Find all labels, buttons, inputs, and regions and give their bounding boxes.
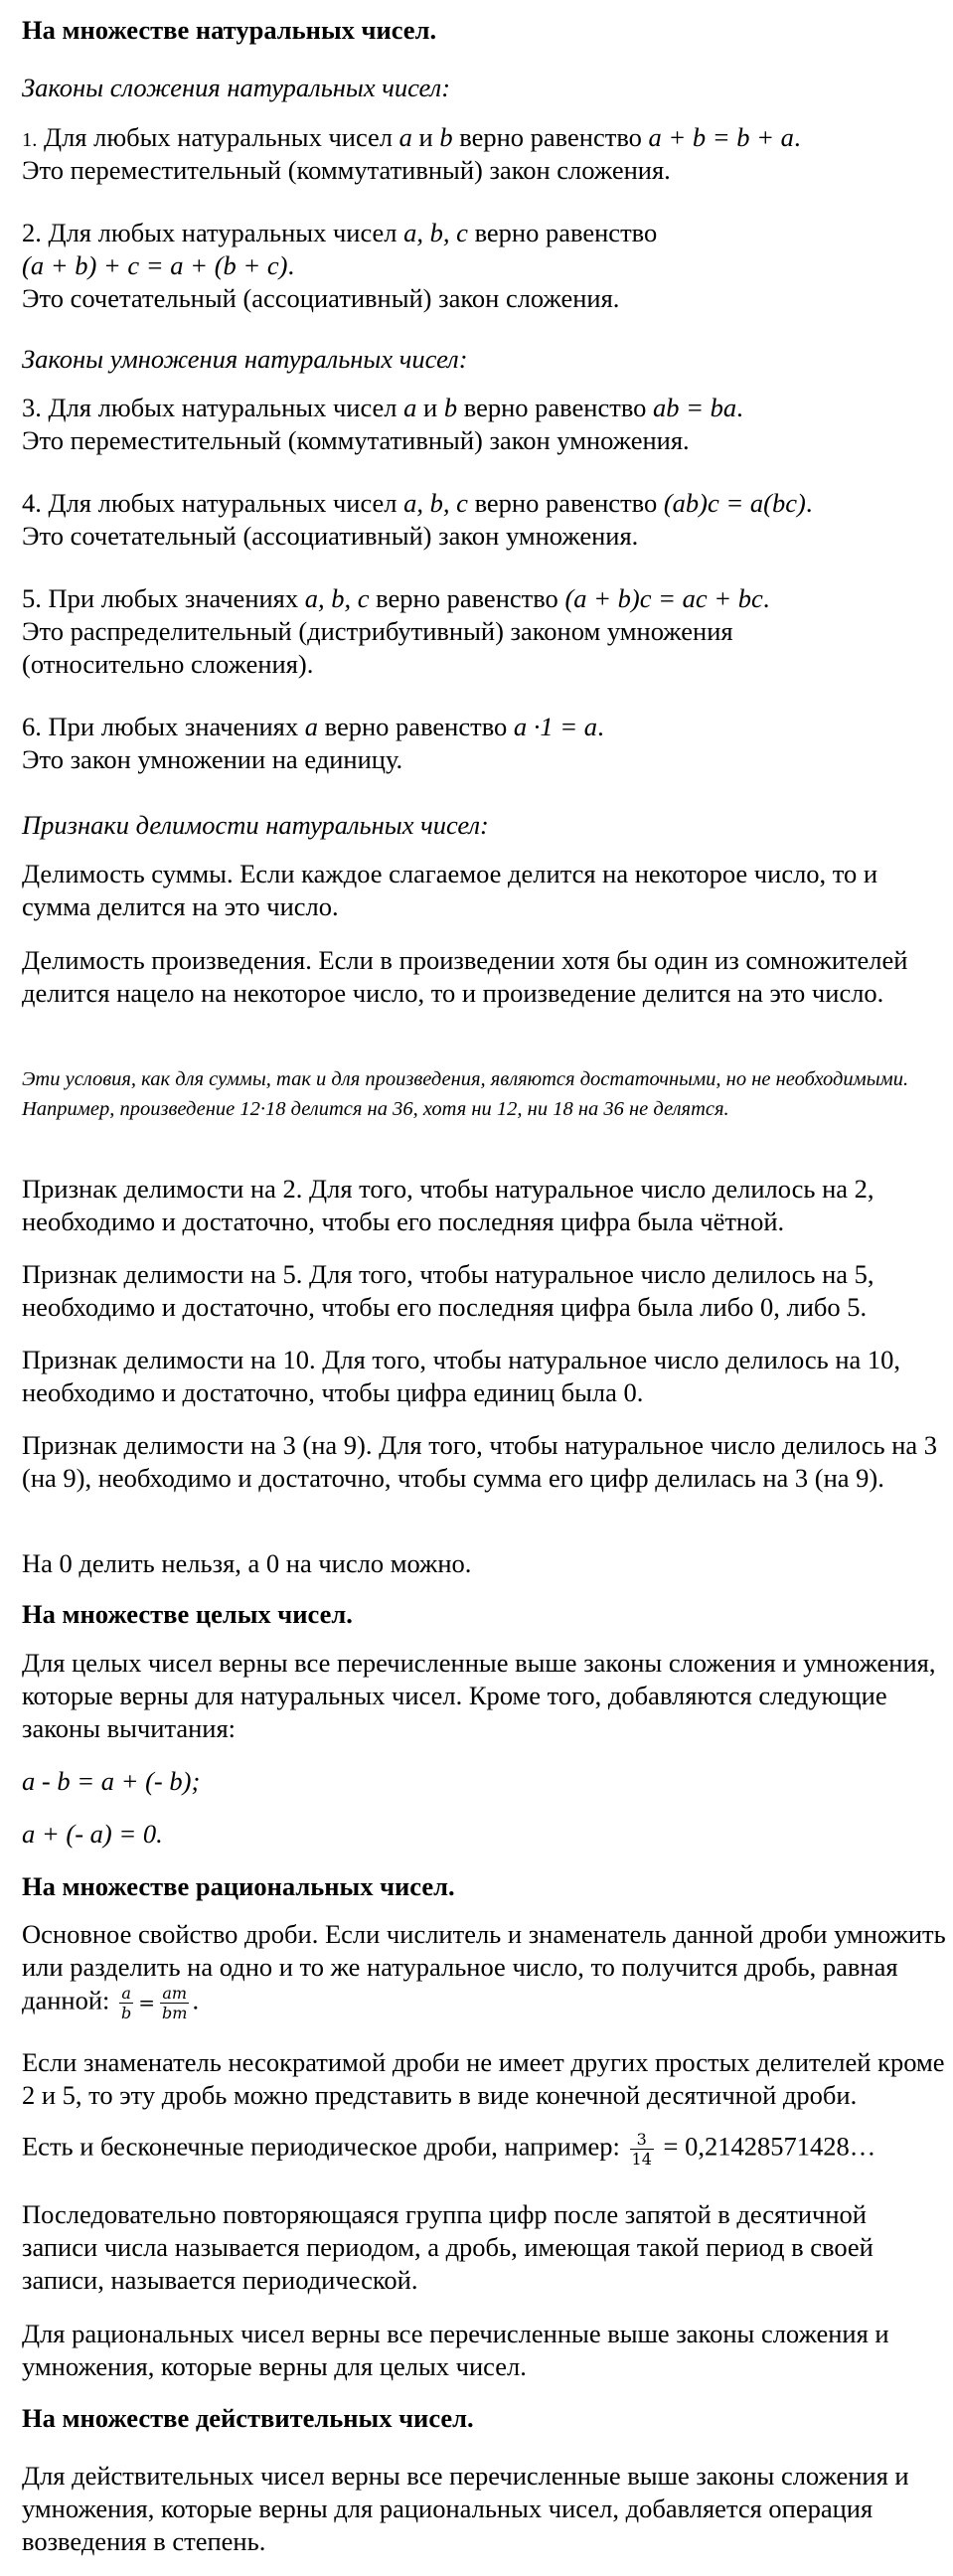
divisibility-by-2: Признак делимости на 2. Для того, чтобы натуральное число делилось на 2, необходимо и достаточно, чтобы его последняя цифра была чётной. — [22, 1174, 874, 1236]
subheading-multiplication-laws: Законы умножения натуральных чисел: — [22, 344, 468, 374]
law-4-description: Это сочетательный (ассоциативный) закон умножения. — [22, 521, 639, 551]
law-5-description-cont: (относительно сложения). — [22, 649, 314, 679]
divisibility-by-5: Признак делимости на 5. Для того, чтобы натуральное число делилось на 5, необходимо и достаточно, чтобы его последняя цифра была либо 0, либо 5. — [22, 1259, 874, 1322]
law-5: 5. При любых значениях a, b, c верно равенство (a + b)c = ac + bc. — [22, 583, 770, 613]
period-definition: Последовательно повторяющаяся группа цифр после запятой в десятичной записи числа называется периодом, а дробь, имеющая такой период в своей записи, называется периодической. — [22, 2199, 874, 2295]
heading-rationals: На множестве рациональных чисел. — [22, 1871, 455, 1901]
opposite-sum-law: a + (- a) = 0. — [22, 1819, 163, 1849]
heading-natural: На множестве натуральных чисел. — [22, 15, 437, 45]
periodic-value: = 0,21428571428… — [663, 2131, 876, 2162]
finite-decimal-text: Если знаменатель несократимой дроби не имеет других простых делителей кроме 2 и 5, то эту дробь можно представить в виде конечной десятичной дроби. — [22, 2047, 945, 2110]
periodic-example: Есть и бесконечные периодическое дроби, например: $\frac{3}{14}$ = 0,21428571428… — [22, 2130, 876, 2169]
law-4-formula: (ab)c = a(bc) — [663, 488, 806, 518]
law-5-description: Это распределительный (дистрибутивный) законом умножения — [22, 616, 733, 646]
law-1-number: 1. — [22, 129, 38, 151]
reals-text: Для действительных чисел верны все перечисленные выше законы сложения и умножения, которые верны для рациональных чисел, добавляется операция возведения в степень. — [22, 2461, 909, 2556]
fraction-3-over-14: $\frac{3}{14}$ — [631, 2130, 652, 2169]
integers-text: Для целых чисел верны все перечисленные выше законы сложения и умножения, которые верны для натуральных чисел. Кроме того, добавляются следующие законы вычитания: — [22, 1648, 936, 1743]
fraction-a-over-b: $\frac{a}{b}$ — [121, 1984, 132, 2022]
law-3-formula: ab = ba — [653, 393, 737, 422]
heading-integers: На множестве целых чисел. — [22, 1599, 353, 1629]
sum-divisibility: Делимость суммы. Если каждое слагаемое делится на некоторое число, то и сумма делится на это число. — [22, 859, 878, 921]
law-3: 3. Для любых натуральных чисел a и b верно равенство ab = ba. — [22, 393, 743, 422]
zero-division-rule: На 0 делить нельзя, а 0 на число можно. — [22, 1548, 472, 1578]
subheading-divisibility: Признаки делимости натуральных чисел: — [22, 810, 489, 840]
fraction-am-over-bm: $\frac{am}{bm}$ — [162, 1984, 188, 2022]
law-2-formula-line: (a + b) + c = a + (b + c). — [22, 250, 295, 280]
law-2-formula: (a + b) + c = a + (b + c) — [22, 250, 288, 280]
law-2: 2. Для любых натуральных чисел a, b, c верно равенство — [22, 218, 658, 247]
subheading-addition-laws: Законы сложения натуральных чисел: — [22, 73, 451, 102]
law-1: 1. Для любых натуральных чисел a и b верно равенство a + b = b + a. — [22, 122, 801, 152]
law-6-description: Это закон умножении на единицу. — [22, 744, 403, 774]
law-4: 4. Для любых натуральных чисел a, b, c верно равенство (ab)c = a(bc). — [22, 488, 813, 518]
divisibility-by-3-9: Признак делимости на 3 (на 9). Для того, чтобы натуральное число делилось на 3 (на 9), необходимо и достаточно, чтобы сумма его цифр делилась на 3 (на 9). — [22, 1430, 938, 1493]
heading-reals: На множестве действительных чисел. — [22, 2403, 474, 2433]
divisibility-note: Эти условия, как для суммы, так и для произведения, являются достаточными, но не необходимыми. Например, произведение 12·18 делится на 36, хотя ни 12, ни 18 на 36 не делятся. — [22, 1068, 909, 1120]
law-1-formula: a + b = b + a — [648, 122, 794, 152]
fraction-property: Основное свойство дроби. Если числитель и знаменатель данной дроби умножить или разделить на одно и то же натуральное число, то получится дробь, равная данной: $\frac{a}{b}$ = $\frac{am}{bm}$ . — [22, 1919, 946, 2022]
product-divisibility: Делимость произведения. Если в произведении хотя бы один из сомножителей делится нацело на некоторое число, то и произведение делится на это число. — [22, 945, 908, 1008]
law-3-description: Это переместительный (коммутативный) закон умножения. — [22, 425, 690, 455]
law-6: 6. При любых значениях a верно равенство a ·1 = a. — [22, 712, 604, 741]
law-1-description: Это переместительный (коммутативный) закон сложения. — [22, 155, 671, 185]
law-6-formula: a ·1 = a — [513, 712, 598, 741]
rationals-laws-text: Для рациональных чисел верны все перечисленные выше законы сложения и умножения, которые верны для целых чисел. — [22, 2319, 889, 2381]
law-5-formula: (a + b)c = ac + bc — [564, 583, 763, 613]
divisibility-by-10: Признак делимости на 10. Для того, чтобы натуральное число делилось на 10, необходимо и достаточно, чтобы цифра единиц была 0. — [22, 1345, 901, 1407]
law-2-description: Это сочетательный (ассоциативный) закон сложения. — [22, 283, 620, 313]
subtraction-law: a - b = a + (- b); — [22, 1766, 201, 1796]
